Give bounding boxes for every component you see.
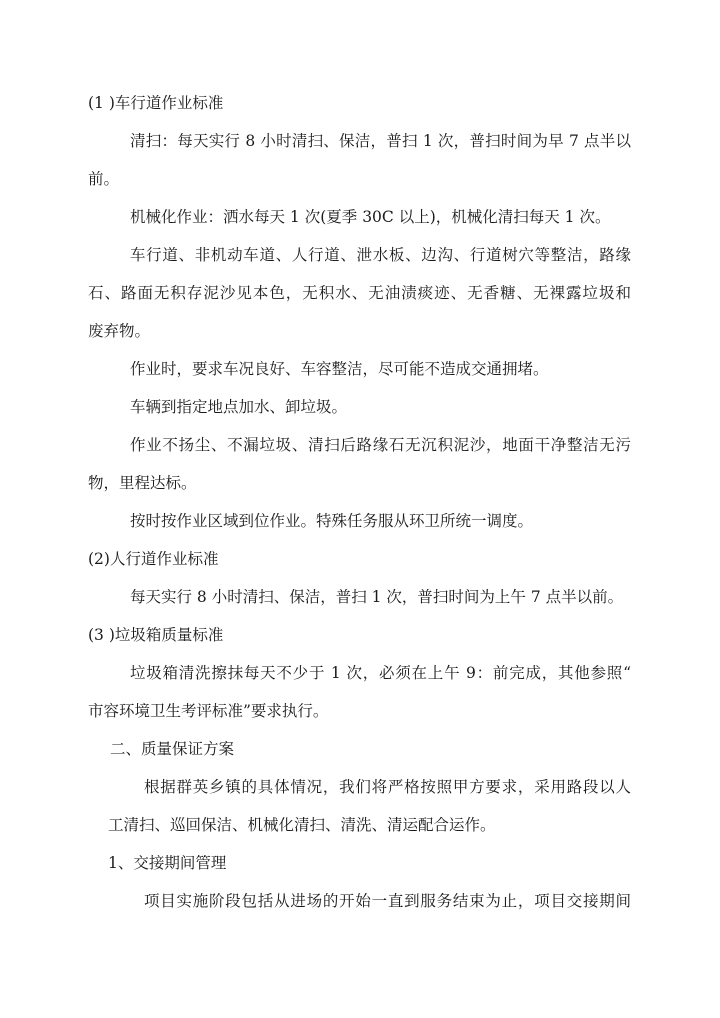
section-heading-roadway-standard: (1 )车行道作业标准: [88, 94, 224, 112]
paragraph-line: 车行道、非机动车道、人行道、泄水板、边沟、行道树穴等整洁，路缘: [130, 246, 631, 264]
paragraph-line: 按时按作业区域到位作业。特殊任务服从环卫所统一调度。: [130, 512, 534, 530]
paragraph-line: 项目实施阶段包括从进场的开始一直到服务结束为止，项目交接期间: [144, 892, 631, 910]
section-heading-quality-plan: 二、质量保证方案: [110, 740, 235, 758]
paragraph-line: 车辆到指定地点加水、卸垃圾。: [130, 398, 348, 416]
section-heading-bin-standard: (3 )垃圾箱质量标准: [88, 626, 224, 644]
paragraph-line: 机械化作业：洒水每天 1 次(夏季 30C 以上)，机械化清扫每天 1 次。: [130, 208, 611, 226]
paragraph-line: 前。: [88, 170, 120, 188]
paragraph-line: 物，里程达标。: [88, 474, 197, 492]
paragraph-line: 每天实行 8 小时清扫、保洁，普扫 1 次，普扫时间为上午 7 点半以前。: [130, 588, 624, 606]
paragraph-line: 作业不扬尘、不漏垃圾、清扫后路缘石无沉积泥沙，地面干净整洁无污: [130, 436, 631, 454]
paragraph-line: 市容环境卫生考评标准”要求执行。: [88, 702, 329, 720]
paragraph-line: 作业时，要求车况良好、车容整洁，尽可能不造成交通拥堵。: [130, 360, 549, 378]
paragraph-line: 垃圾箱清洗擦抹每天不少于 1 次，必须在上午 9：前完成，其他参照“: [130, 664, 631, 682]
paragraph-line: 工清扫、巡回保洁、机械化清扫、清洗、清运配合运作。: [108, 816, 496, 834]
section-heading-sidewalk-standard: (2)人行道作业标准: [88, 550, 219, 568]
paragraph-line: 根据群英乡镇的具体情况，我们将严格按照甲方要求，采用路段以人: [144, 778, 631, 796]
paragraph-line: 清扫：每天实行 8 小时清扫、保洁，普扫 1 次，普扫时间为早 7 点半以: [130, 132, 631, 150]
paragraph-line: 石、路面无积存泥沙见本色，无积水、无油渍痰迹、无香糖、无裸露垃圾和: [88, 284, 631, 302]
paragraph-line: 废弃物。: [88, 322, 151, 340]
section-heading-handover-management: 1、交接期间管理: [108, 854, 227, 872]
